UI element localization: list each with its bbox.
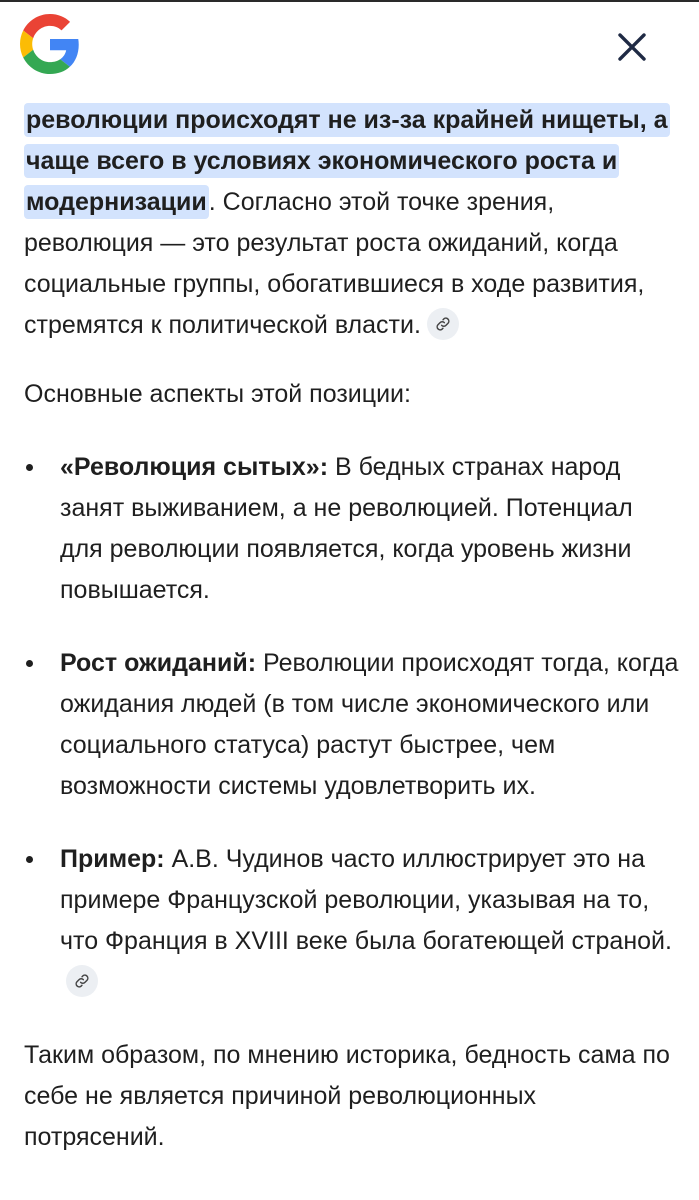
- ai-answer-content: [24, 100, 679, 1158]
- google-g-logo-icon: [20, 14, 80, 74]
- source-link-button[interactable]: [66, 965, 98, 997]
- aspect-text: В бедных странах народ занят выживанием, а не революцией. Потенциал для революции появляется, когда уровень жизни повышается.: [60, 453, 633, 604]
- list-item: [24, 643, 679, 807]
- intro-continuation: Согласно этой точке зрения, революция — это результат роста ожиданий, когда социальные группы, обогатившиеся в ходе развития, стремятся к политической власти.: [24, 188, 645, 339]
- aspects-list: [24, 447, 679, 1003]
- intro-paragraph: [24, 100, 679, 346]
- aspect-title: Пример:: [60, 845, 165, 873]
- conclusion-paragraph: Таким образом, по мнению историка, бедность сама по себе не является причиной революционных потрясений.: [24, 1041, 670, 1151]
- link-icon: [74, 973, 90, 989]
- link-icon: [435, 316, 451, 332]
- header: [0, 2, 699, 86]
- aspect-title: «Революция сытых»:: [60, 453, 329, 481]
- close-icon: [616, 31, 648, 63]
- list-item: [24, 839, 679, 1003]
- aspect-title: Рост ожиданий:: [60, 649, 257, 677]
- list-item: [24, 447, 679, 611]
- close-button[interactable]: [606, 24, 658, 70]
- source-link-button[interactable]: [427, 308, 459, 340]
- aspect-text: Революции происходят тогда, когда ожидания людей (в том числе экономического или социального статуса) растут быстрее, чем возможности системы удовлетворить их.: [60, 649, 679, 800]
- aspects-heading: Основные аспекты этой позиции:: [24, 380, 411, 408]
- highlight-end-punct: .: [208, 188, 216, 216]
- highlighted-quote: революции происходят не из-за крайней нищеты, а чаще всего в условиях экономического роста и модернизации: [24, 103, 670, 219]
- aspect-text: А.В. Чудинов часто иллюстрирует это на примере Французской революции, указывая на то, что Франция в XVIII веке была богатеющей страной.: [60, 845, 672, 955]
